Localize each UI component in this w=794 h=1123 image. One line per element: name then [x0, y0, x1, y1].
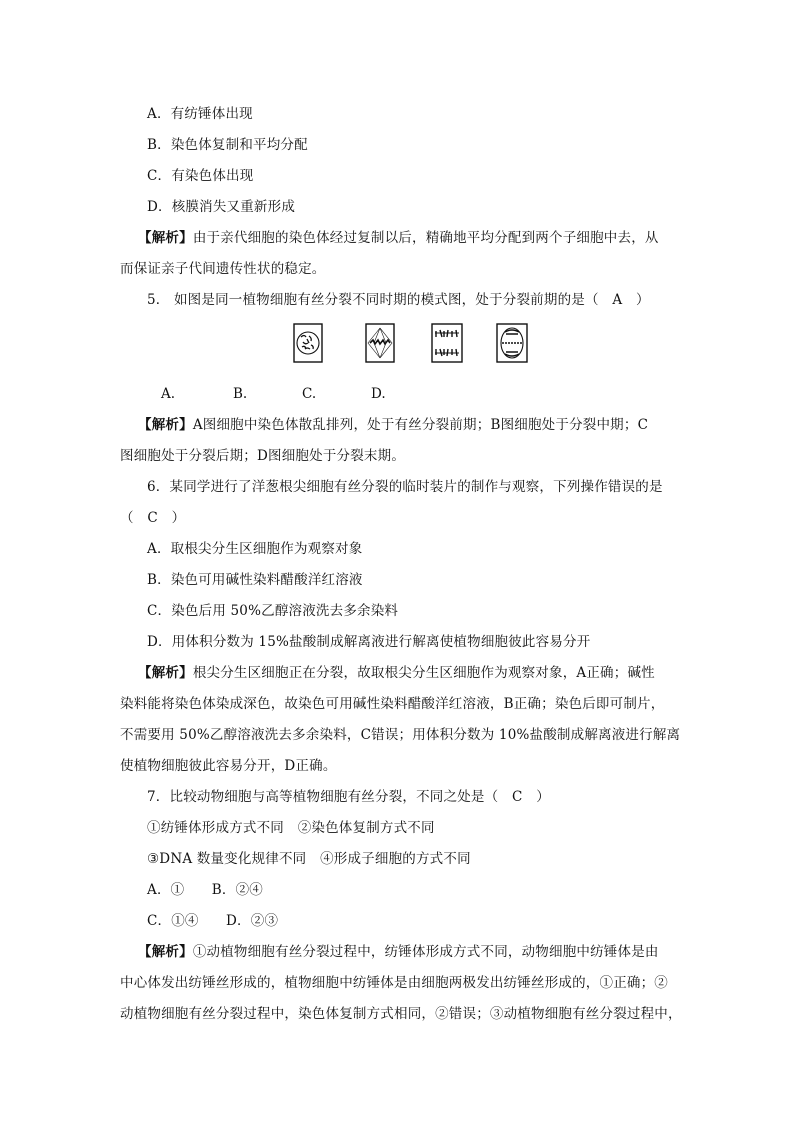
analysis-tag: 【解析】	[138, 417, 193, 433]
q7-analysis-text-1: ①动植物细胞有丝分裂过程中，纺锤体形成方式不同，动物细胞中纺锤体是由	[192, 944, 659, 960]
cell-diagram-d	[496, 323, 528, 363]
figure-label-c: C.	[302, 386, 317, 402]
q4-option-c: C．有染色体出现	[147, 168, 254, 184]
q6-analysis-cont-3: 使植物细胞彼此容易分开，D正确。	[120, 758, 337, 774]
q6-analysis-text-1: 根尖分生区细胞正在分裂，故取根尖分生区细胞作为观察对象，A正确；碱性	[192, 665, 655, 681]
q5-analysis-text-1: A图细胞中染色体散乱排列，处于有丝分裂前期；B图细胞处于分裂中期；C	[192, 417, 649, 433]
q6-option-b: B．染色可用碱性染料醋酸洋红溶液	[147, 572, 363, 588]
figure-label-b: B.	[233, 386, 248, 402]
q4-option-d: D．核膜消失又重新形成	[147, 199, 296, 215]
q7-stem: 7．比较动物细胞与高等植物细胞有丝分裂，不同之处是（ C ）	[147, 789, 550, 805]
q4-analysis-text-1: 由于亲代细胞的染色体经过复制以后，精确地平均分配到两个子细胞中去，从	[192, 230, 659, 246]
q5-analysis	[138, 415, 648, 435]
q6-answer: （ C ）	[120, 510, 186, 526]
analysis-tag: 【解析】	[138, 665, 193, 681]
q5-figure	[0, 323, 794, 373]
cell-diagram-c	[431, 323, 463, 363]
q5-stem: 5． 如图是同一植物细胞有丝分裂不同时期的模式图，处于分裂前期的是（ A ）	[147, 292, 650, 308]
analysis-tag: 【解析】	[138, 230, 193, 246]
cell-diagram-b	[365, 323, 395, 363]
figure-label-a: A.	[161, 386, 176, 402]
q4-option-b: B．染色体复制和平均分配	[147, 137, 308, 153]
q6-option-a: A．取根尖分生区细胞作为观察对象	[147, 541, 363, 557]
q7-options-2: C．①④ D．②③	[147, 913, 279, 929]
q6-option-d: D．用体积分数为 15%盐酸制成解离液进行解离使植物细胞彼此容易分开	[147, 634, 591, 650]
q7-analysis-cont-2: 动植物细胞有丝分裂过程中，染色体复制方式相同，②错误；③动植物细胞有丝分裂过程中，	[120, 1006, 682, 1022]
analysis-tag: 【解析】	[138, 944, 193, 960]
q7-analysis-cont-1: 中心体发出纺锤丝形成的，植物细胞中纺锤体是由细胞两极发出纺锤丝形成的，①正确；②	[120, 975, 668, 991]
q7-items-1: ①纺锤体形成方式不同 ②染色体复制方式不同	[147, 820, 435, 836]
q7-analysis	[138, 942, 659, 962]
q5-figure-labels	[0, 384, 794, 404]
q6-option-c: C．染色后用 50%乙醇溶液洗去多余染料	[147, 603, 399, 619]
q7-options-1: A．① B．②④	[147, 882, 263, 898]
q6-stem: 6．某同学进行了洋葱根尖细胞有丝分裂的临时装片的制作与观察，下列操作错误的是	[147, 479, 663, 495]
q4-analysis	[138, 228, 659, 248]
q6-analysis-cont-1: 染料能将染色体染成深色，故染色可用碱性染料醋酸洋红溶液，B正确；染色后即可制片，	[120, 696, 665, 712]
cell-diagram-a	[293, 323, 323, 363]
q5-analysis-cont: 图细胞处于分裂后期；D图细胞处于分裂末期。	[120, 448, 406, 464]
q6-analysis-cont-2: 不需要用 50%乙醇溶液洗去多余染料，C错误；用体积分数为 10%盐酸制成解离液进行解离	[120, 727, 681, 743]
q6-analysis	[138, 663, 655, 683]
q4-analysis-cont: 而保证亲子代间遗传性状的稳定。	[120, 261, 326, 277]
q7-items-2: ③DNA 数量变化规律不同 ④形成子细胞的方式不同	[147, 851, 471, 867]
figure-label-d: D.	[371, 386, 386, 402]
q4-option-a: A．有纺锤体出现	[147, 106, 253, 122]
